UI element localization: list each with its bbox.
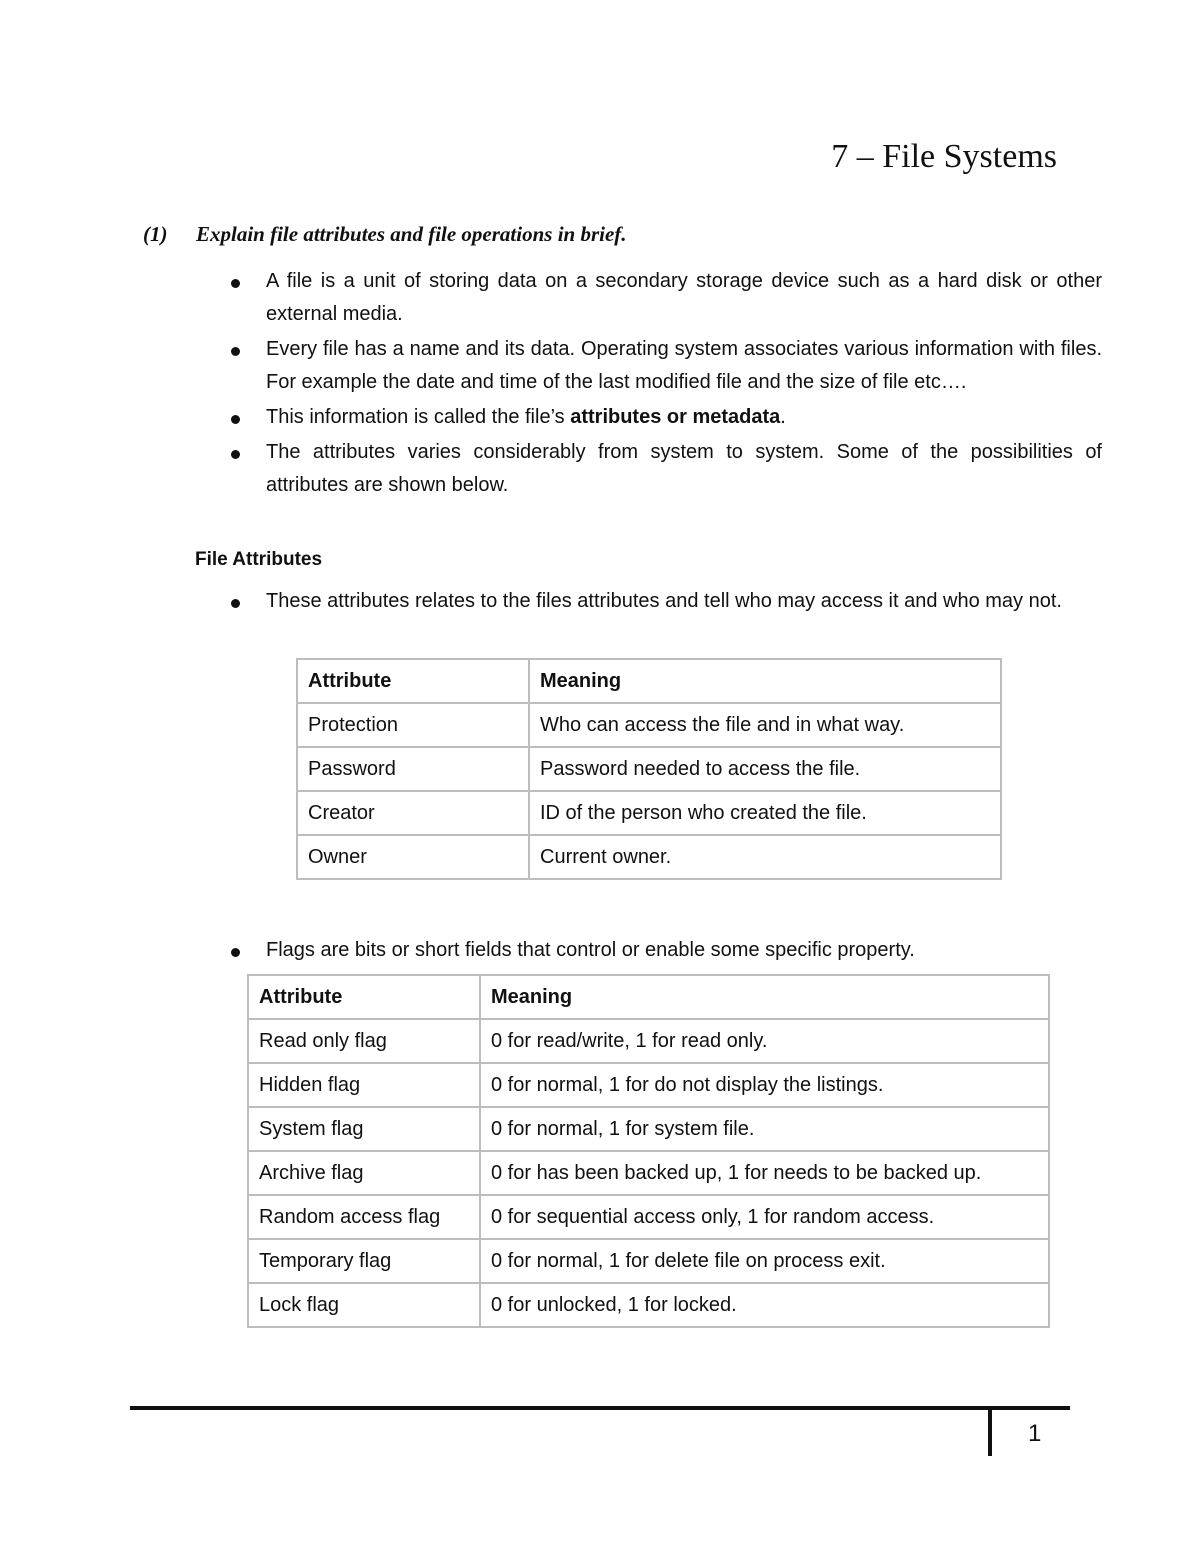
list-item: Every file has a name and its data. Operating system associates various information with files. For example the date and time of the last modified file and the size of file etc….	[266, 333, 1102, 399]
list-item: The attributes varies considerably from system to system. Some of the possibilities of attributes are shown below.	[266, 436, 1102, 502]
page-title: 7 – File Systems	[831, 138, 1057, 175]
table-cell: Read only flag	[248, 1019, 480, 1063]
flags-table	[247, 974, 1050, 1328]
access-bullet-list	[266, 585, 1102, 620]
footer-divider	[130, 1406, 1070, 1410]
table-row	[248, 1019, 1049, 1063]
page-number: 1	[1028, 1420, 1042, 1447]
bullet-text: .	[780, 406, 786, 428]
table-cell: Who can access the file and in what way.	[529, 703, 1001, 747]
table-row	[297, 791, 1001, 835]
table-cell: 0 for read/write, 1 for read only.	[480, 1019, 1049, 1063]
table-cell: Password	[297, 747, 529, 791]
table-row	[297, 747, 1001, 791]
table-cell: Temporary flag	[248, 1239, 480, 1283]
footer-page-separator	[988, 1410, 992, 1456]
table-row	[248, 1107, 1049, 1151]
intro-bullet-list	[266, 265, 1102, 504]
question-number: (1)	[143, 222, 168, 246]
section-heading: File Attributes	[195, 549, 323, 570]
list-item	[266, 401, 1102, 434]
table-cell: Owner	[297, 835, 529, 879]
table-cell: Archive flag	[248, 1151, 480, 1195]
list-item: A file is a unit of storing data on a secondary storage device such as a hard disk or other external media.	[266, 265, 1102, 331]
table-cell: 0 for normal, 1 for do not display the listings.	[480, 1063, 1049, 1107]
bold-term: attributes or metadata	[570, 406, 781, 428]
table-cell: 0 for sequential access only, 1 for random access.	[480, 1195, 1049, 1239]
table-header-cell: Meaning	[480, 975, 1049, 1019]
table-cell: 0 for unlocked, 1 for locked.	[480, 1283, 1049, 1327]
table-cell: Password needed to access the file.	[529, 747, 1001, 791]
table-cell: Random access flag	[248, 1195, 480, 1239]
table-row	[297, 703, 1001, 747]
table-cell: Creator	[297, 791, 529, 835]
table-cell: 0 for normal, 1 for delete file on process exit.	[480, 1239, 1049, 1283]
table-cell: Hidden flag	[248, 1063, 480, 1107]
table-cell: System flag	[248, 1107, 480, 1151]
table-row	[297, 835, 1001, 879]
table-row	[248, 1283, 1049, 1327]
table-row	[248, 1063, 1049, 1107]
flags-bullet-list	[266, 934, 1102, 969]
table-cell: 0 for has been backed up, 1 for needs to be backed up.	[480, 1151, 1049, 1195]
table-cell: 0 for normal, 1 for system file.	[480, 1107, 1049, 1151]
question-text: Explain file attributes and file operations in brief.	[196, 222, 627, 246]
table-cell: Protection	[297, 703, 529, 747]
table-header-row	[297, 659, 1001, 703]
table-header-cell: Attribute	[297, 659, 529, 703]
list-item: Flags are bits or short fields that control or enable some specific property.	[266, 934, 1102, 967]
table-row	[248, 1239, 1049, 1283]
table-row	[248, 1195, 1049, 1239]
table-header-cell: Attribute	[248, 975, 480, 1019]
table-cell: ID of the person who created the file.	[529, 791, 1001, 835]
table-row	[248, 1151, 1049, 1195]
table-header-cell: Meaning	[529, 659, 1001, 703]
bullet-text: This information is called the file’s	[266, 406, 571, 428]
table-header-row	[248, 975, 1049, 1019]
list-item: These attributes relates to the files attributes and tell who may access it and who may not.	[266, 585, 1102, 618]
question-heading	[143, 222, 627, 247]
table-cell: Current owner.	[529, 835, 1001, 879]
access-attributes-table	[296, 658, 1002, 880]
table-cell: Lock flag	[248, 1283, 480, 1327]
